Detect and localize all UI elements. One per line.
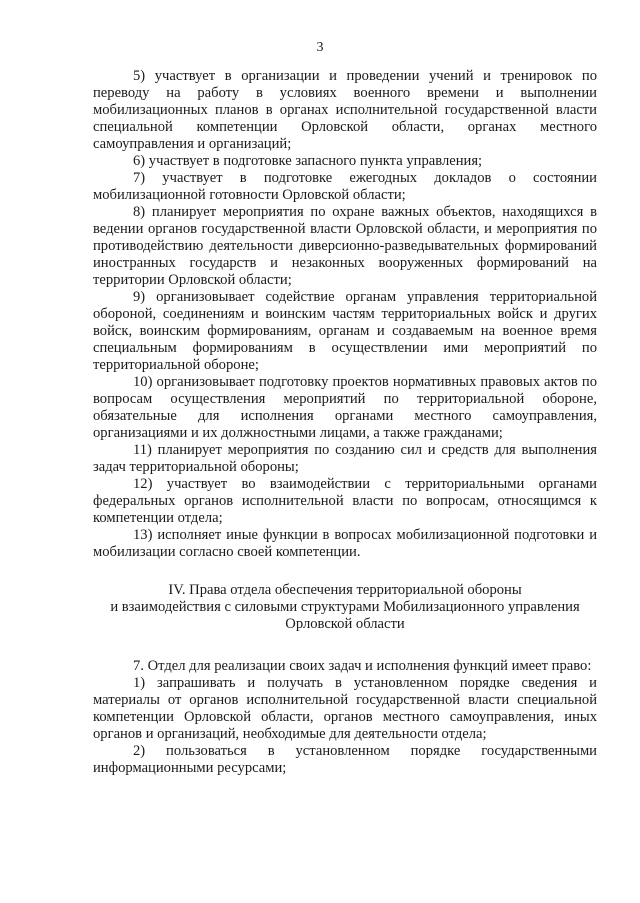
list-item-6: 6) участвует в подготовке запасного пункта управления; <box>133 153 483 169</box>
section-heading <box>93 582 597 633</box>
list-item-5: 5) участвует в организации и проведении учений и тренировок по переводу на работу в условиях военного времени и выполнении мобилизационных планов в органах исполнительной государственной власти специальной компетенции Орловской области, органах местного самоуправления и организаций; <box>93 68 597 152</box>
list-item-8: 8) планирует мероприятия по охране важных объектов, находящихся в ведении органов государственной власти Орловской области, и мероприятия по противодействию деятельности диверсионно-разведывательных формирований иностранных государств и незаконных вооруженных формирований на территории Орловской области; <box>93 204 597 288</box>
section-heading-line-2: и взаимодействия с силовыми структурами Мобилизационного управления <box>110 599 580 615</box>
page-number: 3 <box>316 40 324 55</box>
rights-item-1: 1) запрашивать и получать в установленном порядке сведения и материалы от органов исполнительной государственной власти специальной компетенции Орловской области, органов местного самоуправления, иных органов и организаций, необходимые для деятельности отдела; <box>93 675 597 742</box>
rights-item-2: 2) пользоваться в установленном порядке государственными информационными ресурсами; <box>93 743 597 776</box>
list-item-7: 7) участвует в подготовке ежегодных докладов о состоянии мобилизационной готовности Орловской области; <box>93 170 597 203</box>
list-item-11: 11) планирует мероприятия по созданию сил и средств для выполнения задач территориальной обороны; <box>93 442 597 475</box>
document-body <box>93 68 597 777</box>
list-item-12: 12) участвует во взаимодействии с территориальными органами федеральных органов исполнительной власти по вопросам, относящимся к компетенции отдела; <box>93 476 597 526</box>
clause-7: 7. Отдел для реализации своих задач и исполнения функций имеет право: <box>133 658 592 674</box>
section-heading-line-3: Орловской области <box>285 616 405 632</box>
list-item-13: 13) исполняет иные функции в вопросах мобилизационной подготовки и мобилизации согласно своей компетенции. <box>93 527 597 560</box>
list-item-10: 10) организовывает подготовку проектов нормативных правовых актов по вопросам осуществления мероприятий по территориальной обороне, обязательные для исполнения органами местного самоуправления, организациями и их должностными лицами, а также гражданами; <box>93 374 597 441</box>
list-item-9: 9) организовывает содействие органам управления территориальной обороной, соединениям и воинским частям территориальных войск и других войск, воинским формированиям, органам и создаваемым на военное время специальным формированиям в осуществлении ими мероприятий по территориальной обороне; <box>93 289 597 373</box>
section-heading-line-1: IV. Права отдела обеспечения территориальной обороны <box>168 582 522 598</box>
